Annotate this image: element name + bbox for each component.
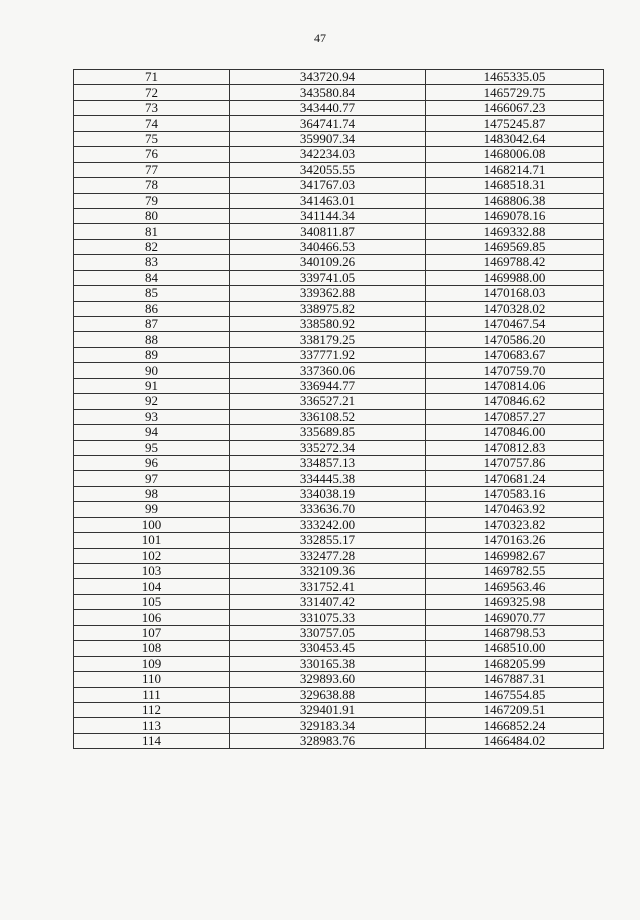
y-coordinate-cell: 1466067.23 <box>426 100 604 115</box>
y-coordinate-cell: 1466484.02 <box>426 733 604 748</box>
x-coordinate-cell: 331407.42 <box>230 594 426 609</box>
x-coordinate-cell: 329638.88 <box>230 687 426 702</box>
y-coordinate-cell: 1469070.77 <box>426 610 604 625</box>
y-coordinate-cell: 1468205.99 <box>426 656 604 671</box>
x-coordinate-cell: 330453.45 <box>230 641 426 656</box>
x-coordinate-cell: 339741.05 <box>230 270 426 285</box>
table-row <box>74 332 604 347</box>
x-coordinate-cell: 359907.34 <box>230 131 426 146</box>
x-coordinate-cell: 330757.05 <box>230 625 426 640</box>
point-number-cell: 71 <box>74 70 230 85</box>
point-number-cell: 83 <box>74 255 230 270</box>
y-coordinate-cell: 1466852.24 <box>426 718 604 733</box>
point-number-cell: 84 <box>74 270 230 285</box>
point-number-cell: 79 <box>74 193 230 208</box>
y-coordinate-cell: 1470168.03 <box>426 286 604 301</box>
x-coordinate-cell: 331752.41 <box>230 579 426 594</box>
table-row <box>74 548 604 563</box>
coordinate-table <box>73 69 604 749</box>
y-coordinate-cell: 1468798.53 <box>426 625 604 640</box>
table-row <box>74 440 604 455</box>
y-coordinate-cell: 1469332.88 <box>426 224 604 239</box>
table-row <box>74 100 604 115</box>
x-coordinate-cell: 330165.38 <box>230 656 426 671</box>
y-coordinate-cell: 1467209.51 <box>426 702 604 717</box>
y-coordinate-cell: 1468806.38 <box>426 193 604 208</box>
point-number-cell: 92 <box>74 394 230 409</box>
point-number-cell: 87 <box>74 317 230 332</box>
table-row <box>74 301 604 316</box>
point-number-cell: 111 <box>74 687 230 702</box>
table-row <box>74 208 604 223</box>
y-coordinate-cell: 1483042.64 <box>426 131 604 146</box>
point-number-cell: 95 <box>74 440 230 455</box>
y-coordinate-cell: 1470163.26 <box>426 533 604 548</box>
point-number-cell: 108 <box>74 641 230 656</box>
table-row <box>74 193 604 208</box>
table-row <box>74 486 604 501</box>
y-coordinate-cell: 1469569.85 <box>426 239 604 254</box>
x-coordinate-cell: 334857.13 <box>230 455 426 470</box>
point-number-cell: 99 <box>74 502 230 517</box>
table-row <box>74 733 604 748</box>
table-row <box>74 455 604 470</box>
x-coordinate-cell: 332109.36 <box>230 564 426 579</box>
x-coordinate-cell: 339362.88 <box>230 286 426 301</box>
table-row <box>74 255 604 270</box>
point-number-cell: 72 <box>74 85 230 100</box>
y-coordinate-cell: 1470846.62 <box>426 394 604 409</box>
point-number-cell: 77 <box>74 162 230 177</box>
table-row <box>74 502 604 517</box>
table-row <box>74 131 604 146</box>
x-coordinate-cell: 329183.34 <box>230 718 426 733</box>
point-number-cell: 89 <box>74 347 230 362</box>
x-coordinate-cell: 329401.91 <box>230 702 426 717</box>
x-coordinate-cell: 336527.21 <box>230 394 426 409</box>
point-number-cell: 75 <box>74 131 230 146</box>
point-number-cell: 85 <box>74 286 230 301</box>
point-number-cell: 73 <box>74 100 230 115</box>
y-coordinate-cell: 1475245.87 <box>426 116 604 131</box>
table-row <box>74 378 604 393</box>
y-coordinate-cell: 1470463.92 <box>426 502 604 517</box>
table-row <box>74 239 604 254</box>
point-number-cell: 76 <box>74 147 230 162</box>
table-row <box>74 718 604 733</box>
point-number-cell: 90 <box>74 363 230 378</box>
table-row <box>74 317 604 332</box>
x-coordinate-cell: 337771.92 <box>230 347 426 362</box>
y-coordinate-cell: 1465729.75 <box>426 85 604 100</box>
y-coordinate-cell: 1470681.24 <box>426 471 604 486</box>
table-row <box>74 147 604 162</box>
x-coordinate-cell: 342055.55 <box>230 162 426 177</box>
table-row <box>74 564 604 579</box>
x-coordinate-cell: 336108.52 <box>230 409 426 424</box>
x-coordinate-cell: 364741.74 <box>230 116 426 131</box>
table-row <box>74 363 604 378</box>
y-coordinate-cell: 1470757.86 <box>426 455 604 470</box>
table-row <box>74 286 604 301</box>
table-row <box>74 702 604 717</box>
y-coordinate-cell: 1465335.05 <box>426 70 604 85</box>
page-number: 47 <box>314 31 326 45</box>
x-coordinate-cell: 333242.00 <box>230 517 426 532</box>
table-row <box>74 394 604 409</box>
y-coordinate-cell: 1468518.31 <box>426 178 604 193</box>
y-coordinate-cell: 1470814.06 <box>426 378 604 393</box>
x-coordinate-cell: 329893.60 <box>230 672 426 687</box>
table-row <box>74 70 604 85</box>
y-coordinate-cell: 1470323.82 <box>426 517 604 532</box>
table-row <box>74 471 604 486</box>
table-row <box>74 656 604 671</box>
table-row <box>74 85 604 100</box>
y-coordinate-cell: 1470586.20 <box>426 332 604 347</box>
y-coordinate-cell: 1467554.85 <box>426 687 604 702</box>
x-coordinate-cell: 340466.53 <box>230 239 426 254</box>
point-number-cell: 78 <box>74 178 230 193</box>
point-number-cell: 96 <box>74 455 230 470</box>
x-coordinate-cell: 343440.77 <box>230 100 426 115</box>
x-coordinate-cell: 334445.38 <box>230 471 426 486</box>
y-coordinate-cell: 1470328.02 <box>426 301 604 316</box>
x-coordinate-cell: 335689.85 <box>230 425 426 440</box>
y-coordinate-cell: 1470812.83 <box>426 440 604 455</box>
y-coordinate-cell: 1470583.16 <box>426 486 604 501</box>
y-coordinate-cell: 1469988.00 <box>426 270 604 285</box>
point-number-cell: 98 <box>74 486 230 501</box>
y-coordinate-cell: 1467887.31 <box>426 672 604 687</box>
point-number-cell: 80 <box>74 208 230 223</box>
point-number-cell: 74 <box>74 116 230 131</box>
point-number-cell: 82 <box>74 239 230 254</box>
table-row <box>74 672 604 687</box>
table-row <box>74 162 604 177</box>
y-coordinate-cell: 1469078.16 <box>426 208 604 223</box>
table-row <box>74 178 604 193</box>
x-coordinate-cell: 338580.92 <box>230 317 426 332</box>
table-row <box>74 347 604 362</box>
table-row <box>74 224 604 239</box>
point-number-cell: 109 <box>74 656 230 671</box>
y-coordinate-cell: 1470846.00 <box>426 425 604 440</box>
table-row <box>74 533 604 548</box>
y-coordinate-cell: 1469782.55 <box>426 564 604 579</box>
x-coordinate-cell: 332855.17 <box>230 533 426 548</box>
point-number-cell: 93 <box>74 409 230 424</box>
y-coordinate-cell: 1470857.27 <box>426 409 604 424</box>
x-coordinate-cell: 341144.34 <box>230 208 426 223</box>
y-coordinate-cell: 1469563.46 <box>426 579 604 594</box>
y-coordinate-cell: 1468006.08 <box>426 147 604 162</box>
point-number-cell: 91 <box>74 378 230 393</box>
point-number-cell: 97 <box>74 471 230 486</box>
point-number-cell: 86 <box>74 301 230 316</box>
point-number-cell: 105 <box>74 594 230 609</box>
point-number-cell: 104 <box>74 579 230 594</box>
table-row <box>74 594 604 609</box>
table-row <box>74 610 604 625</box>
y-coordinate-cell: 1470683.67 <box>426 347 604 362</box>
point-number-cell: 110 <box>74 672 230 687</box>
y-coordinate-cell: 1469788.42 <box>426 255 604 270</box>
y-coordinate-cell: 1470467.54 <box>426 317 604 332</box>
x-coordinate-cell: 332477.28 <box>230 548 426 563</box>
point-number-cell: 102 <box>74 548 230 563</box>
table-row <box>74 425 604 440</box>
x-coordinate-cell: 343580.84 <box>230 85 426 100</box>
table-row <box>74 625 604 640</box>
point-number-cell: 114 <box>74 733 230 748</box>
x-coordinate-cell: 328983.76 <box>230 733 426 748</box>
point-number-cell: 88 <box>74 332 230 347</box>
table-row <box>74 116 604 131</box>
point-number-cell: 94 <box>74 425 230 440</box>
x-coordinate-cell: 340811.87 <box>230 224 426 239</box>
x-coordinate-cell: 340109.26 <box>230 255 426 270</box>
table-row <box>74 270 604 285</box>
table-row <box>74 409 604 424</box>
coordinate-table-body <box>74 70 604 749</box>
table-row <box>74 517 604 532</box>
y-coordinate-cell: 1469982.67 <box>426 548 604 563</box>
point-number-cell: 101 <box>74 533 230 548</box>
y-coordinate-cell: 1470759.70 <box>426 363 604 378</box>
x-coordinate-cell: 338179.25 <box>230 332 426 347</box>
point-number-cell: 81 <box>74 224 230 239</box>
y-coordinate-cell: 1468214.71 <box>426 162 604 177</box>
x-coordinate-cell: 335272.34 <box>230 440 426 455</box>
x-coordinate-cell: 341463.01 <box>230 193 426 208</box>
x-coordinate-cell: 337360.06 <box>230 363 426 378</box>
table-row <box>74 687 604 702</box>
point-number-cell: 103 <box>74 564 230 579</box>
x-coordinate-cell: 343720.94 <box>230 70 426 85</box>
point-number-cell: 106 <box>74 610 230 625</box>
table-row <box>74 579 604 594</box>
y-coordinate-cell: 1468510.00 <box>426 641 604 656</box>
x-coordinate-cell: 342234.03 <box>230 147 426 162</box>
y-coordinate-cell: 1469325.98 <box>426 594 604 609</box>
point-number-cell: 107 <box>74 625 230 640</box>
point-number-cell: 100 <box>74 517 230 532</box>
x-coordinate-cell: 334038.19 <box>230 486 426 501</box>
point-number-cell: 113 <box>74 718 230 733</box>
point-number-cell: 112 <box>74 702 230 717</box>
x-coordinate-cell: 338975.82 <box>230 301 426 316</box>
x-coordinate-cell: 336944.77 <box>230 378 426 393</box>
x-coordinate-cell: 331075.33 <box>230 610 426 625</box>
x-coordinate-cell: 333636.70 <box>230 502 426 517</box>
table-row <box>74 641 604 656</box>
x-coordinate-cell: 341767.03 <box>230 178 426 193</box>
